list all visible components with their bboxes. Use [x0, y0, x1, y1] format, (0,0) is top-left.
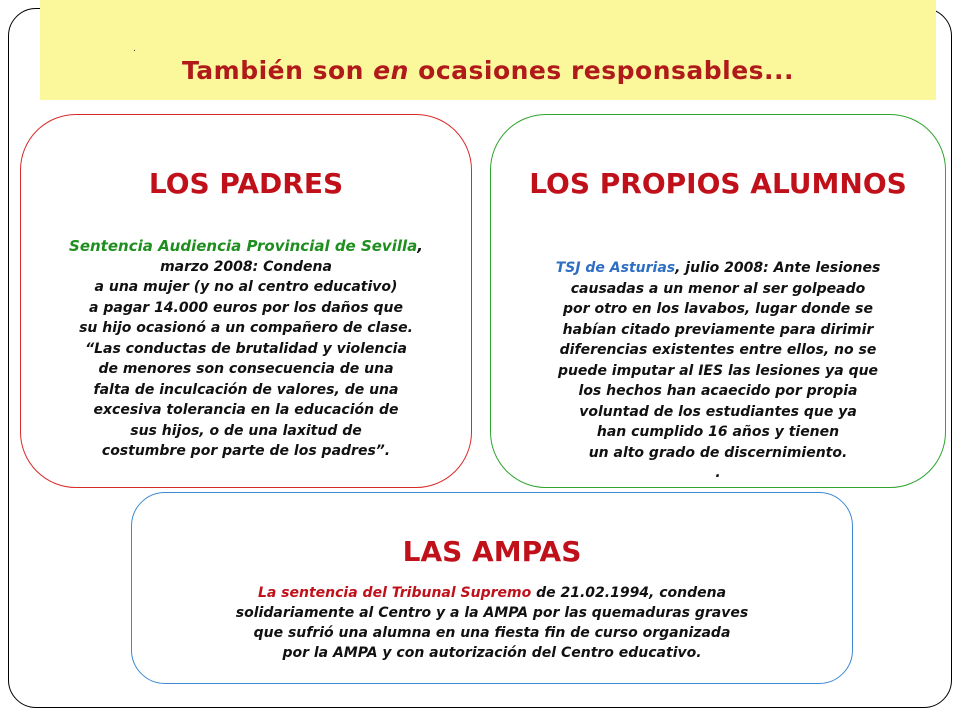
title-emphasis: en: [373, 56, 409, 85]
ampas-box: [131, 492, 853, 684]
padres-line: costumbre por parte de los padres”.: [101, 443, 391, 459]
alumnos-line: diferencias existentes entre ellos, no se: [559, 342, 877, 358]
ampas-source: [132, 583, 852, 603]
ampas-text: [132, 583, 852, 663]
alumnos-line: puede imputar al IES las lesiones ya que: [557, 362, 879, 379]
alumnos-source: [491, 258, 945, 279]
padres-line: falta de inculcación de valores, de una: [93, 381, 399, 398]
padres-source: [21, 236, 471, 257]
padres-text: [21, 236, 471, 462]
title-dot: .: [133, 44, 136, 54]
alumnos-source-org: TSJ de Asturias: [555, 260, 676, 276]
title-before: También son: [181, 56, 374, 85]
padres-box: [20, 114, 472, 488]
padres-source-comma: ,: [417, 237, 423, 255]
padres-line: “Las conductas de brutalidad y violencia: [85, 340, 407, 357]
alumnos-text: [491, 258, 945, 484]
padres-line: de menores son consecuencia de una: [98, 361, 394, 377]
padres-line: excesiva tolerancia en la educación de: [93, 402, 399, 418]
padres-line: a pagar 14.000 euros por los daños que: [89, 299, 403, 316]
alumnos-heading: LOS PROPIOS ALUMNOS: [529, 167, 907, 200]
alumnos-line: un alto grado de discernimiento.: [588, 444, 848, 461]
padres-heading: LOS PADRES: [148, 167, 344, 200]
alumnos-source-rest: , julio 2008: Ante lesiones: [675, 260, 881, 276]
alumnos-line: por otro en los lavabos, lugar donde se: [563, 301, 873, 317]
alumnos-box: [490, 114, 946, 488]
ampas-heading: LAS AMPAS: [402, 535, 582, 568]
alumnos-line: voluntad de los estudiantes que ya: [579, 403, 857, 420]
alumnos-line: han cumplido 16 años y tienen: [596, 424, 840, 440]
title-after: ocasiones responsables...: [408, 56, 795, 85]
ampas-source-rest: de 21.02.1994, condena: [531, 585, 727, 601]
alumnos-line: los hechos han acaecido por propia: [578, 383, 858, 399]
alumnos-line: causadas a un menor al ser golpeado: [570, 280, 866, 297]
padres-line: a una mujer (y no al centro educativo): [94, 279, 398, 295]
padres-line: sus hijos, o de una laxitud de: [130, 422, 362, 439]
ampas-line: solidariamente al Centro y a la AMPA por las quemaduras graves: [235, 605, 749, 621]
ampas-line: que sufrió una alumna en una fiesta fin de curso organizada: [253, 625, 731, 641]
ampas-line: por la AMPA y con autorización del Centro educativo.: [282, 645, 702, 661]
alumnos-line: habían citado previamente para dirimir: [562, 321, 874, 338]
slide-title: [40, 56, 936, 85]
ampas-source-org: La sentencia del Tribunal Supremo: [257, 585, 532, 601]
padres-source-org: Sentencia Audiencia Provincial de Sevilla: [69, 237, 418, 255]
padres-line: su hijo ocasionó a un compañero de clase.: [79, 320, 413, 336]
title-banner: [40, 0, 936, 100]
padres-line: marzo 2008: Condena: [160, 258, 332, 275]
alumnos-line: .: [715, 465, 721, 481]
